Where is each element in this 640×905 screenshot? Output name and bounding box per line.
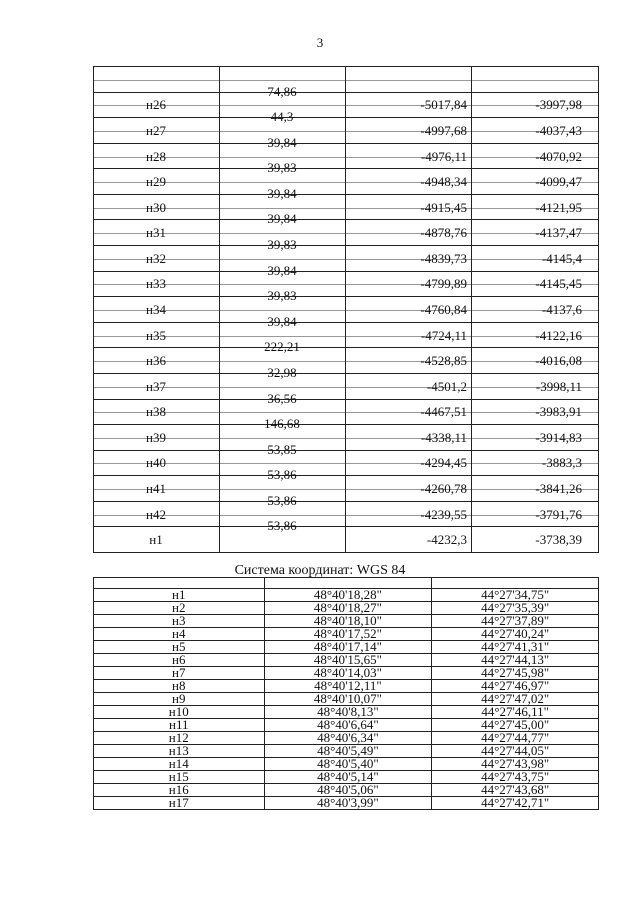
longitude-value: 44°27'35,39" — [432, 602, 599, 615]
longitude-value: 44°27'45,00" — [432, 719, 599, 732]
latitude-value: 48°40'5,49" — [264, 745, 432, 758]
point-name: н16 — [94, 784, 265, 797]
row-divider — [93, 143, 599, 144]
longitude-value: 44°27'34,75" — [432, 589, 599, 602]
distance-value: 39,84 — [267, 135, 297, 150]
point-name: н37 — [146, 379, 166, 394]
distance-value: 222,21 — [264, 339, 300, 354]
longitude-value: 44°27'43,68" — [432, 784, 599, 797]
latitude-value: 48°40'18,10" — [264, 615, 432, 628]
longitude-value: 44°27'40,24" — [432, 628, 599, 641]
row-divider — [93, 347, 599, 348]
coord-x: -4294,45 — [420, 455, 467, 470]
half-row-divider — [93, 80, 599, 81]
latitude-value: 48°40'3,99" — [264, 797, 432, 810]
longitude-value: 44°27'47,02" — [432, 693, 599, 706]
coord-y: -3791,76 — [535, 507, 582, 522]
latitude-value: 48°40'14,03" — [264, 667, 432, 680]
distance-value: 53,86 — [267, 518, 297, 533]
point-name: н9 — [94, 693, 265, 706]
coord-y: -4070,92 — [535, 149, 582, 164]
point-name: н11 — [94, 719, 265, 732]
latitude-value: 48°40'18,28" — [264, 589, 432, 602]
distance-value: 39,84 — [267, 314, 297, 329]
latitude-value: 48°40'6,34" — [264, 732, 432, 745]
latitude-value: 48°40'10,07" — [264, 693, 432, 706]
coord-x: -4467,51 — [420, 404, 467, 419]
latitude-value: 48°40'15,65" — [264, 654, 432, 667]
latitude-value: 48°40'5,06" — [264, 784, 432, 797]
distance-value: 53,86 — [267, 493, 297, 508]
point-name: н4 — [94, 628, 265, 641]
coord-x: -4232,3 — [426, 532, 467, 547]
distance-value: 39,84 — [267, 186, 297, 201]
longitude-value: 44°27'44,13" — [432, 654, 599, 667]
longitude-value: 44°27'42,71" — [432, 797, 599, 810]
point-name: н3 — [94, 615, 265, 628]
longitude-value: 44°27'45,98" — [432, 667, 599, 680]
coord-x: -4338,11 — [420, 430, 467, 445]
wgs84-table — [93, 577, 599, 810]
longitude-value: 44°27'44,77" — [432, 732, 599, 745]
row-divider — [93, 168, 599, 169]
coord-x: -4239,55 — [420, 507, 467, 522]
point-name: н7 — [94, 667, 265, 680]
coordinate-system-caption: Система координат: WGS 84 — [234, 563, 406, 578]
coord-y: -4137,6 — [541, 302, 582, 317]
coord-y: -3738,39 — [535, 532, 582, 547]
coord-x: -4839,73 — [420, 251, 467, 266]
coord-y: -3883,3 — [541, 455, 582, 470]
row-divider — [93, 296, 599, 297]
longitude-value: 44°27'41,31" — [432, 641, 599, 654]
distance-value: 32,98 — [267, 365, 297, 380]
row-divider — [93, 373, 599, 374]
point-name: н8 — [94, 680, 265, 693]
latitude-value: 48°40'5,40" — [264, 758, 432, 771]
coord-x: -4724,11 — [420, 328, 467, 343]
page-number: 3 — [316, 35, 324, 50]
coord-x: -4976,11 — [420, 149, 467, 164]
distance-value: 53,85 — [267, 442, 297, 457]
distance-value: 39,84 — [267, 263, 297, 278]
distance-value: 39,83 — [267, 288, 297, 303]
row-divider — [93, 399, 599, 400]
coord-x: -4501,2 — [426, 379, 467, 394]
point-name: н15 — [94, 771, 265, 784]
point-name: н34 — [146, 302, 166, 317]
row-divider — [93, 271, 599, 272]
point-name: н28 — [146, 149, 166, 164]
point-name: н6 — [94, 654, 265, 667]
point-name: н40 — [146, 455, 166, 470]
point-name: н42 — [146, 507, 166, 522]
coord-x: -4878,76 — [420, 225, 467, 240]
row-divider — [93, 194, 599, 195]
point-name: н13 — [94, 745, 265, 758]
distance-value: 53,86 — [267, 467, 297, 482]
coord-x: -4997,68 — [420, 123, 467, 138]
point-name: н35 — [146, 328, 166, 343]
row-divider — [93, 526, 599, 527]
latitude-value: 48°40'5,14" — [264, 771, 432, 784]
coordinates-table — [93, 66, 599, 552]
row-divider — [93, 219, 599, 220]
point-name: н12 — [94, 732, 265, 745]
coord-x: -4760,84 — [420, 302, 467, 317]
distance-value: 39,83 — [267, 237, 297, 252]
row-divider — [93, 245, 599, 246]
coord-y: -4145,4 — [541, 251, 582, 266]
coord-y: -4145,45 — [535, 276, 582, 291]
point-name: н29 — [146, 174, 166, 189]
point-name: н1 — [149, 532, 163, 547]
point-name: н5 — [94, 641, 265, 654]
column-divider — [598, 66, 599, 552]
row-divider — [93, 66, 599, 67]
row-divider — [93, 322, 599, 323]
coord-y: -4099,47 — [535, 174, 582, 189]
latitude-value: 48°40'17,14" — [264, 641, 432, 654]
longitude-value: 44°27'43,98" — [432, 758, 599, 771]
point-name: н10 — [94, 706, 265, 719]
coord-y: -3914,83 — [535, 430, 582, 445]
row-divider — [93, 450, 599, 451]
distance-value: 36,56 — [267, 391, 297, 406]
coord-x: -4528,85 — [420, 353, 467, 368]
latitude-value: 48°40'8,13" — [264, 706, 432, 719]
point-name: н14 — [94, 758, 265, 771]
longitude-value: 44°27'46,97" — [432, 680, 599, 693]
point-name: н31 — [146, 225, 166, 240]
coord-y: -4016,08 — [535, 353, 582, 368]
point-name: н2 — [94, 602, 265, 615]
row-divider — [93, 475, 599, 476]
point-name: н26 — [146, 97, 166, 112]
coord-y: -3997,98 — [535, 97, 582, 112]
point-name: н33 — [146, 276, 166, 291]
latitude-value: 48°40'6,64" — [264, 719, 432, 732]
coord-x: -4260,78 — [420, 481, 467, 496]
row-divider — [93, 117, 599, 118]
longitude-value: 44°27'43,75" — [432, 771, 599, 784]
longitude-value: 44°27'46,11" — [432, 706, 599, 719]
coord-x: -4799,89 — [420, 276, 467, 291]
point-name: н39 — [146, 430, 166, 445]
point-name: н38 — [146, 404, 166, 419]
row-divider — [93, 424, 599, 425]
distance-value: 39,83 — [267, 160, 297, 175]
coord-y: -4121,95 — [535, 200, 582, 215]
longitude-value: 44°27'44,05" — [432, 745, 599, 758]
coord-x: -4948,34 — [420, 174, 467, 189]
latitude-value: 48°40'18,27" — [264, 602, 432, 615]
row-divider — [93, 92, 599, 93]
point-name: н1 — [94, 589, 265, 602]
latitude-value: 48°40'12,11" — [264, 680, 432, 693]
latitude-value: 48°40'17,52" — [264, 628, 432, 641]
coord-y: -3983,91 — [535, 404, 582, 419]
distance-value: 74,86 — [267, 84, 297, 99]
row-divider — [93, 552, 599, 553]
coord-x: -5017,84 — [420, 97, 467, 112]
longitude-value: 44°27'37,89" — [432, 615, 599, 628]
distance-value: 39,84 — [267, 211, 297, 226]
table-row — [94, 797, 599, 810]
row-divider — [93, 501, 599, 502]
coord-y: -4037,43 — [535, 123, 582, 138]
coord-y: -4137,47 — [535, 225, 582, 240]
point-name: н27 — [146, 123, 166, 138]
point-name: н36 — [146, 353, 166, 368]
coord-y: -3998,11 — [535, 379, 582, 394]
coord-y: -3841,26 — [535, 481, 582, 496]
distance-value: 44,3 — [270, 109, 294, 124]
coord-y: -4122,16 — [535, 328, 582, 343]
coord-x: -4915,45 — [420, 200, 467, 215]
point-name: н17 — [94, 797, 265, 810]
point-name: н32 — [146, 251, 166, 266]
distance-value: 146,68 — [264, 416, 300, 431]
point-name: н41 — [146, 481, 166, 496]
point-name: н30 — [146, 200, 166, 215]
